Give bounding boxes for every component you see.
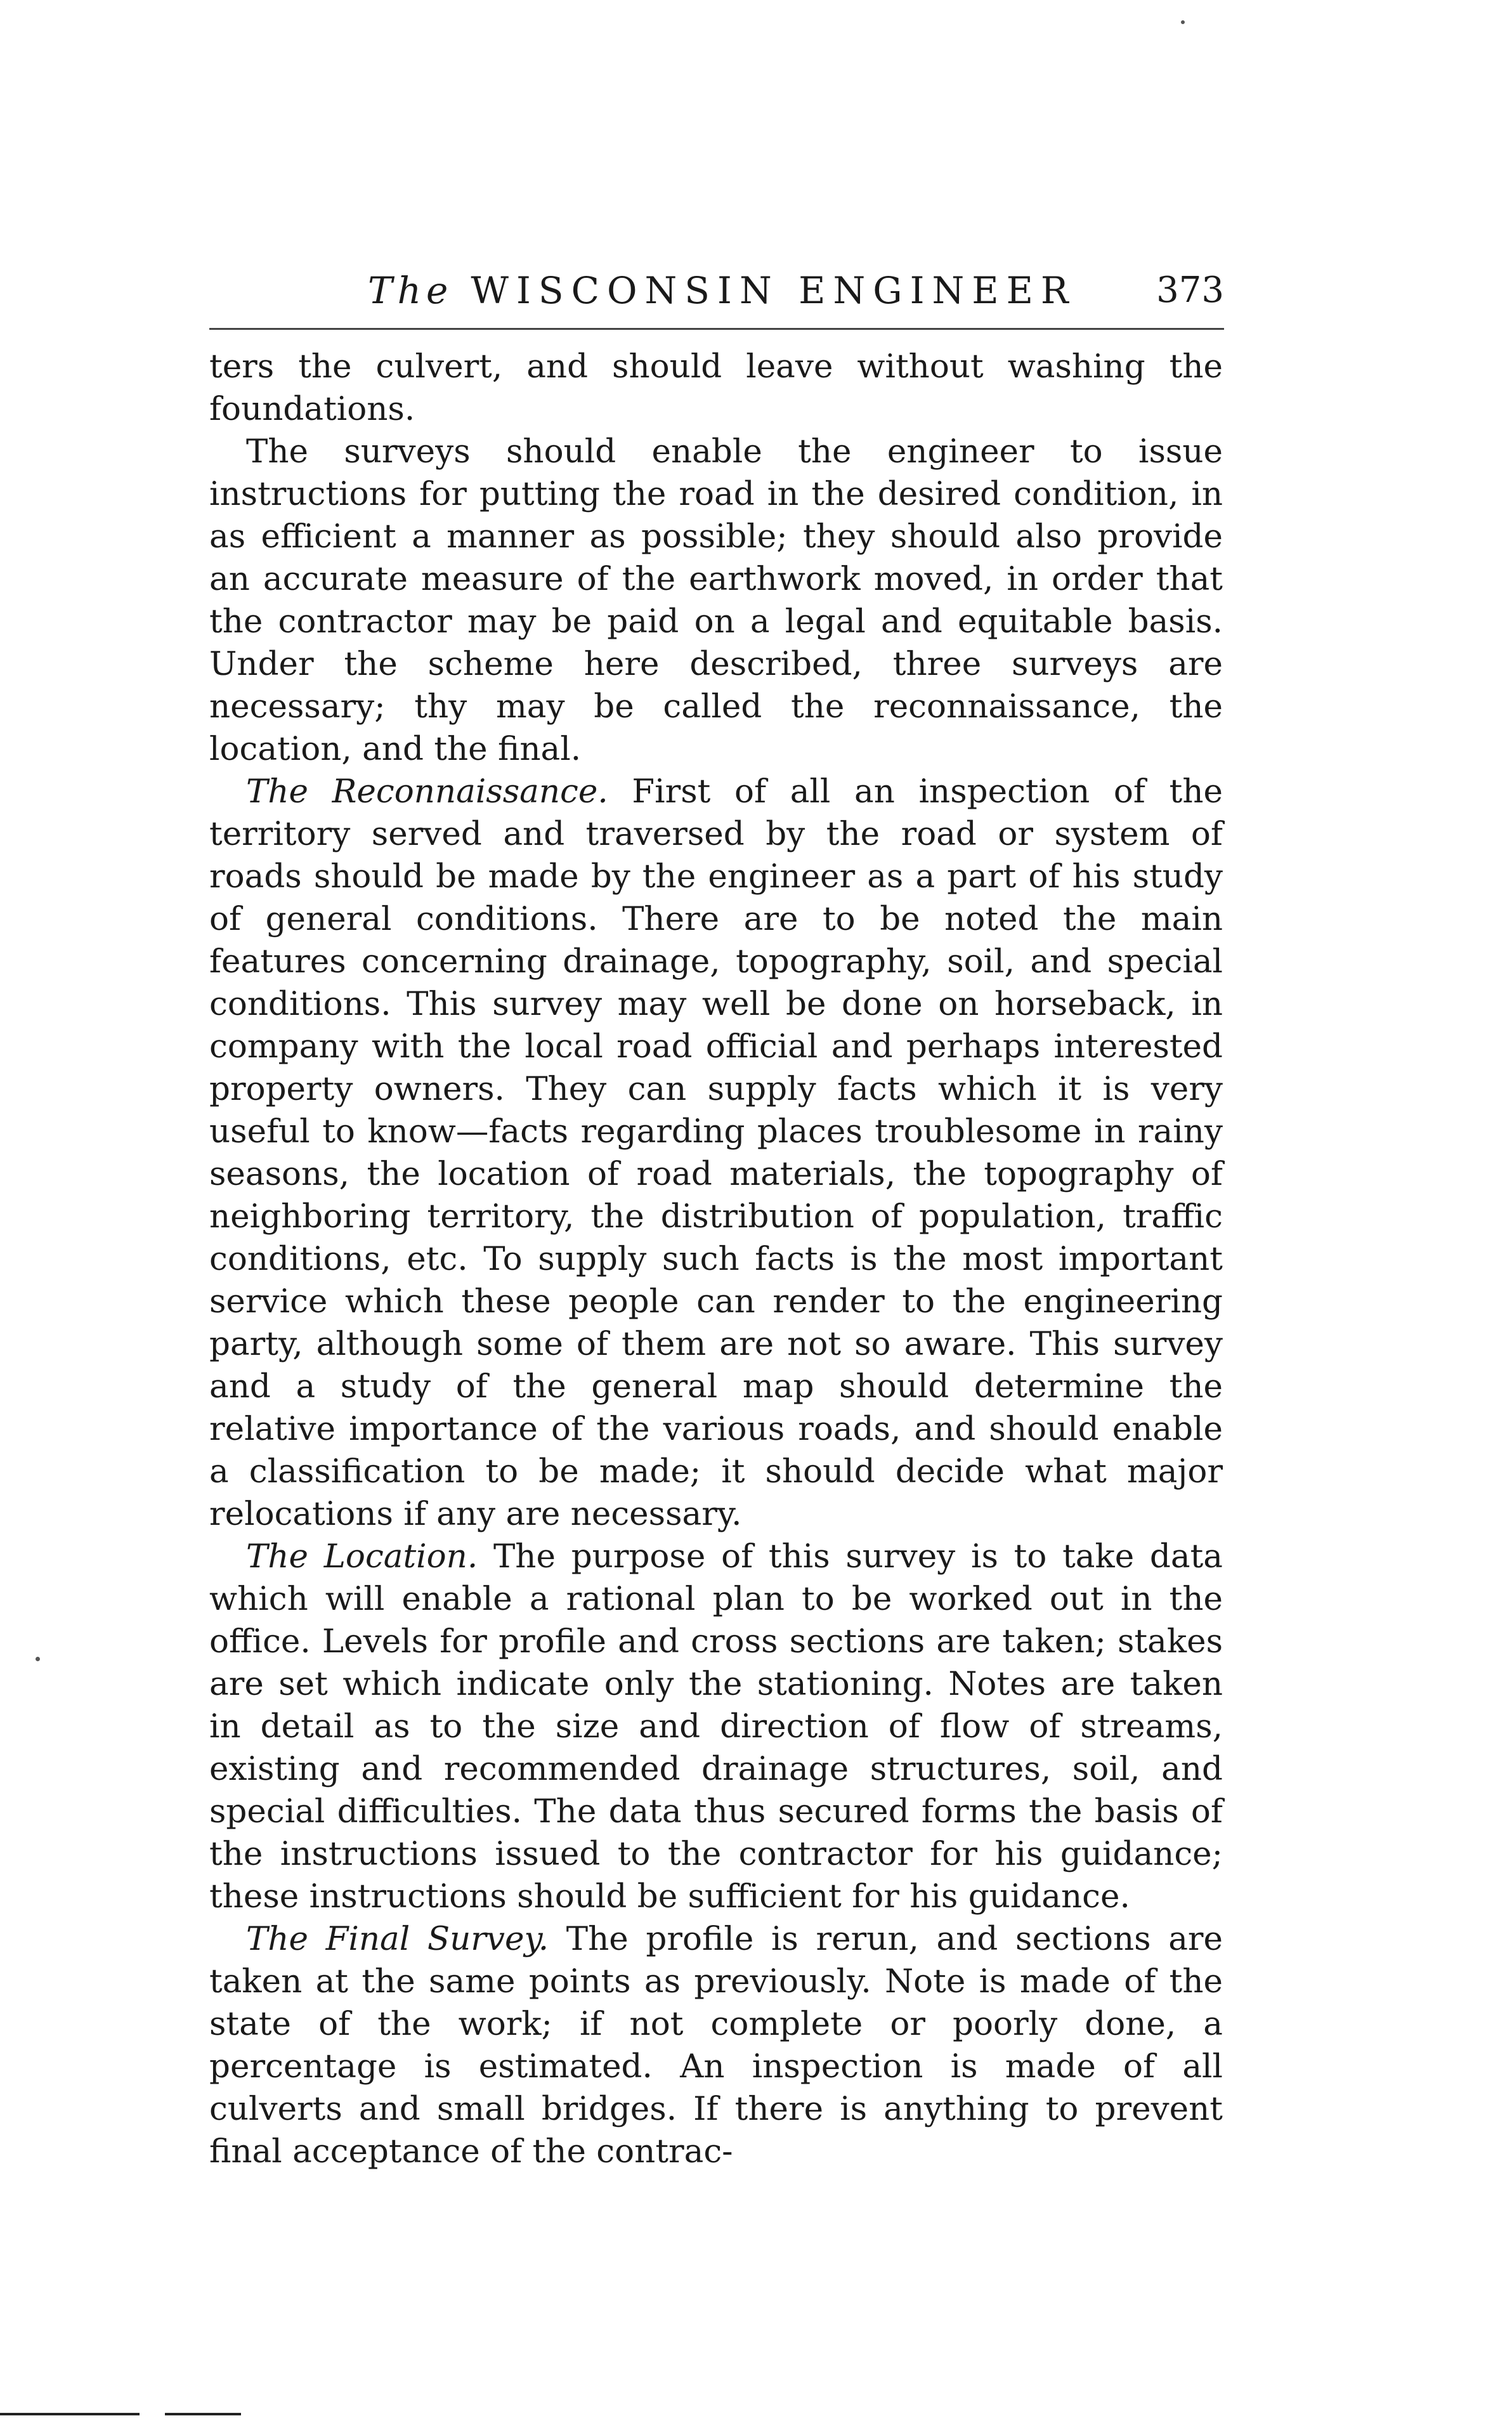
section-heading-final-survey: The Final Survey. <box>246 1920 549 1958</box>
paragraph-text: The purpose of this survey is to take data which will enable a rational plan to be worked out in the office. Levels for profile and cross sections are taken; stakes are set which indicate only the stationing. Notes are taken in detail as to the size and direction of flow of streams, existing and recommended drainage structures, soil, and special difficulties. The data thus secured forms the basis of the instructions issued to the contractor for his guidance; these instructions should be sufficient for his guidance. <box>209 1538 1223 1916</box>
journal-title-name: WISCONSIN ENGINEER <box>471 269 1076 312</box>
section-heading-reconnaissance: The Reconnaissance. <box>246 773 608 811</box>
header-rule <box>209 328 1224 330</box>
paragraph-text: First of all an inspection of the territory served and traversed by the road or system of roads should be made by the engineer as a part of his study of general conditions. There are to be noted the main features concerning drainage, topography, soil, and special conditions. This survey may well be done on horseback, in company with the local road official and perhaps interested property owners. They can supply facts which it is very useful to know—facts regarding places troublesome in rainy seasons, the location of road materials, the topography of neighboring territory, the distribution of population, traffic conditions, etc. To supply such facts is the most important service which these people can render to the engineering party, although some of them are not so aware. This survey and a study of the general map should determine the relative importance of the various roads, and should enable a classification to be made; it should decide what major relocations if any are necessary. <box>209 773 1223 1533</box>
journal-title-article: The <box>368 269 453 312</box>
paragraph-text: The surveys should enable the engineer to issue instructions for putting the road in the desired condition, in as efficient a manner as possible; they should also provide an accurate measure of the earthwork moved, in order that the contractor may be paid on a legal and equitable basis. Under the scheme here described, three surveys are necessary; thy may be called the reconnaissance, the location, and the final. <box>209 433 1223 768</box>
paragraph-text: ters the culvert, and should leave without washing the foundations. <box>209 348 1223 428</box>
page-number: 373 <box>1156 270 1224 311</box>
paragraph-reconnaissance <box>209 771 1223 1536</box>
paragraph-final-survey <box>209 1918 1223 2173</box>
paragraph-continued <box>209 346 1223 431</box>
paragraph-surveys <box>209 431 1223 771</box>
article-body <box>209 346 1223 2173</box>
paragraph-location <box>209 1536 1223 1918</box>
paragraph-text: The profile is rerun, and sections are taken at the same points as previously. Note is made of the state of the work; if not complete or poorly done, a percentage is estimated. An inspection is made of all culverts and small bridges. If there is anything to prevent final acceptance of the contrac- <box>209 1920 1223 2171</box>
scan-speck <box>36 1657 40 1661</box>
section-heading-location: The Location. <box>246 1538 478 1576</box>
running-header <box>209 265 1224 316</box>
scan-edge-mark <box>165 2413 241 2415</box>
scan-speck <box>1181 20 1185 24</box>
journal-title <box>368 265 1076 316</box>
scan-edge-mark <box>0 2413 140 2415</box>
